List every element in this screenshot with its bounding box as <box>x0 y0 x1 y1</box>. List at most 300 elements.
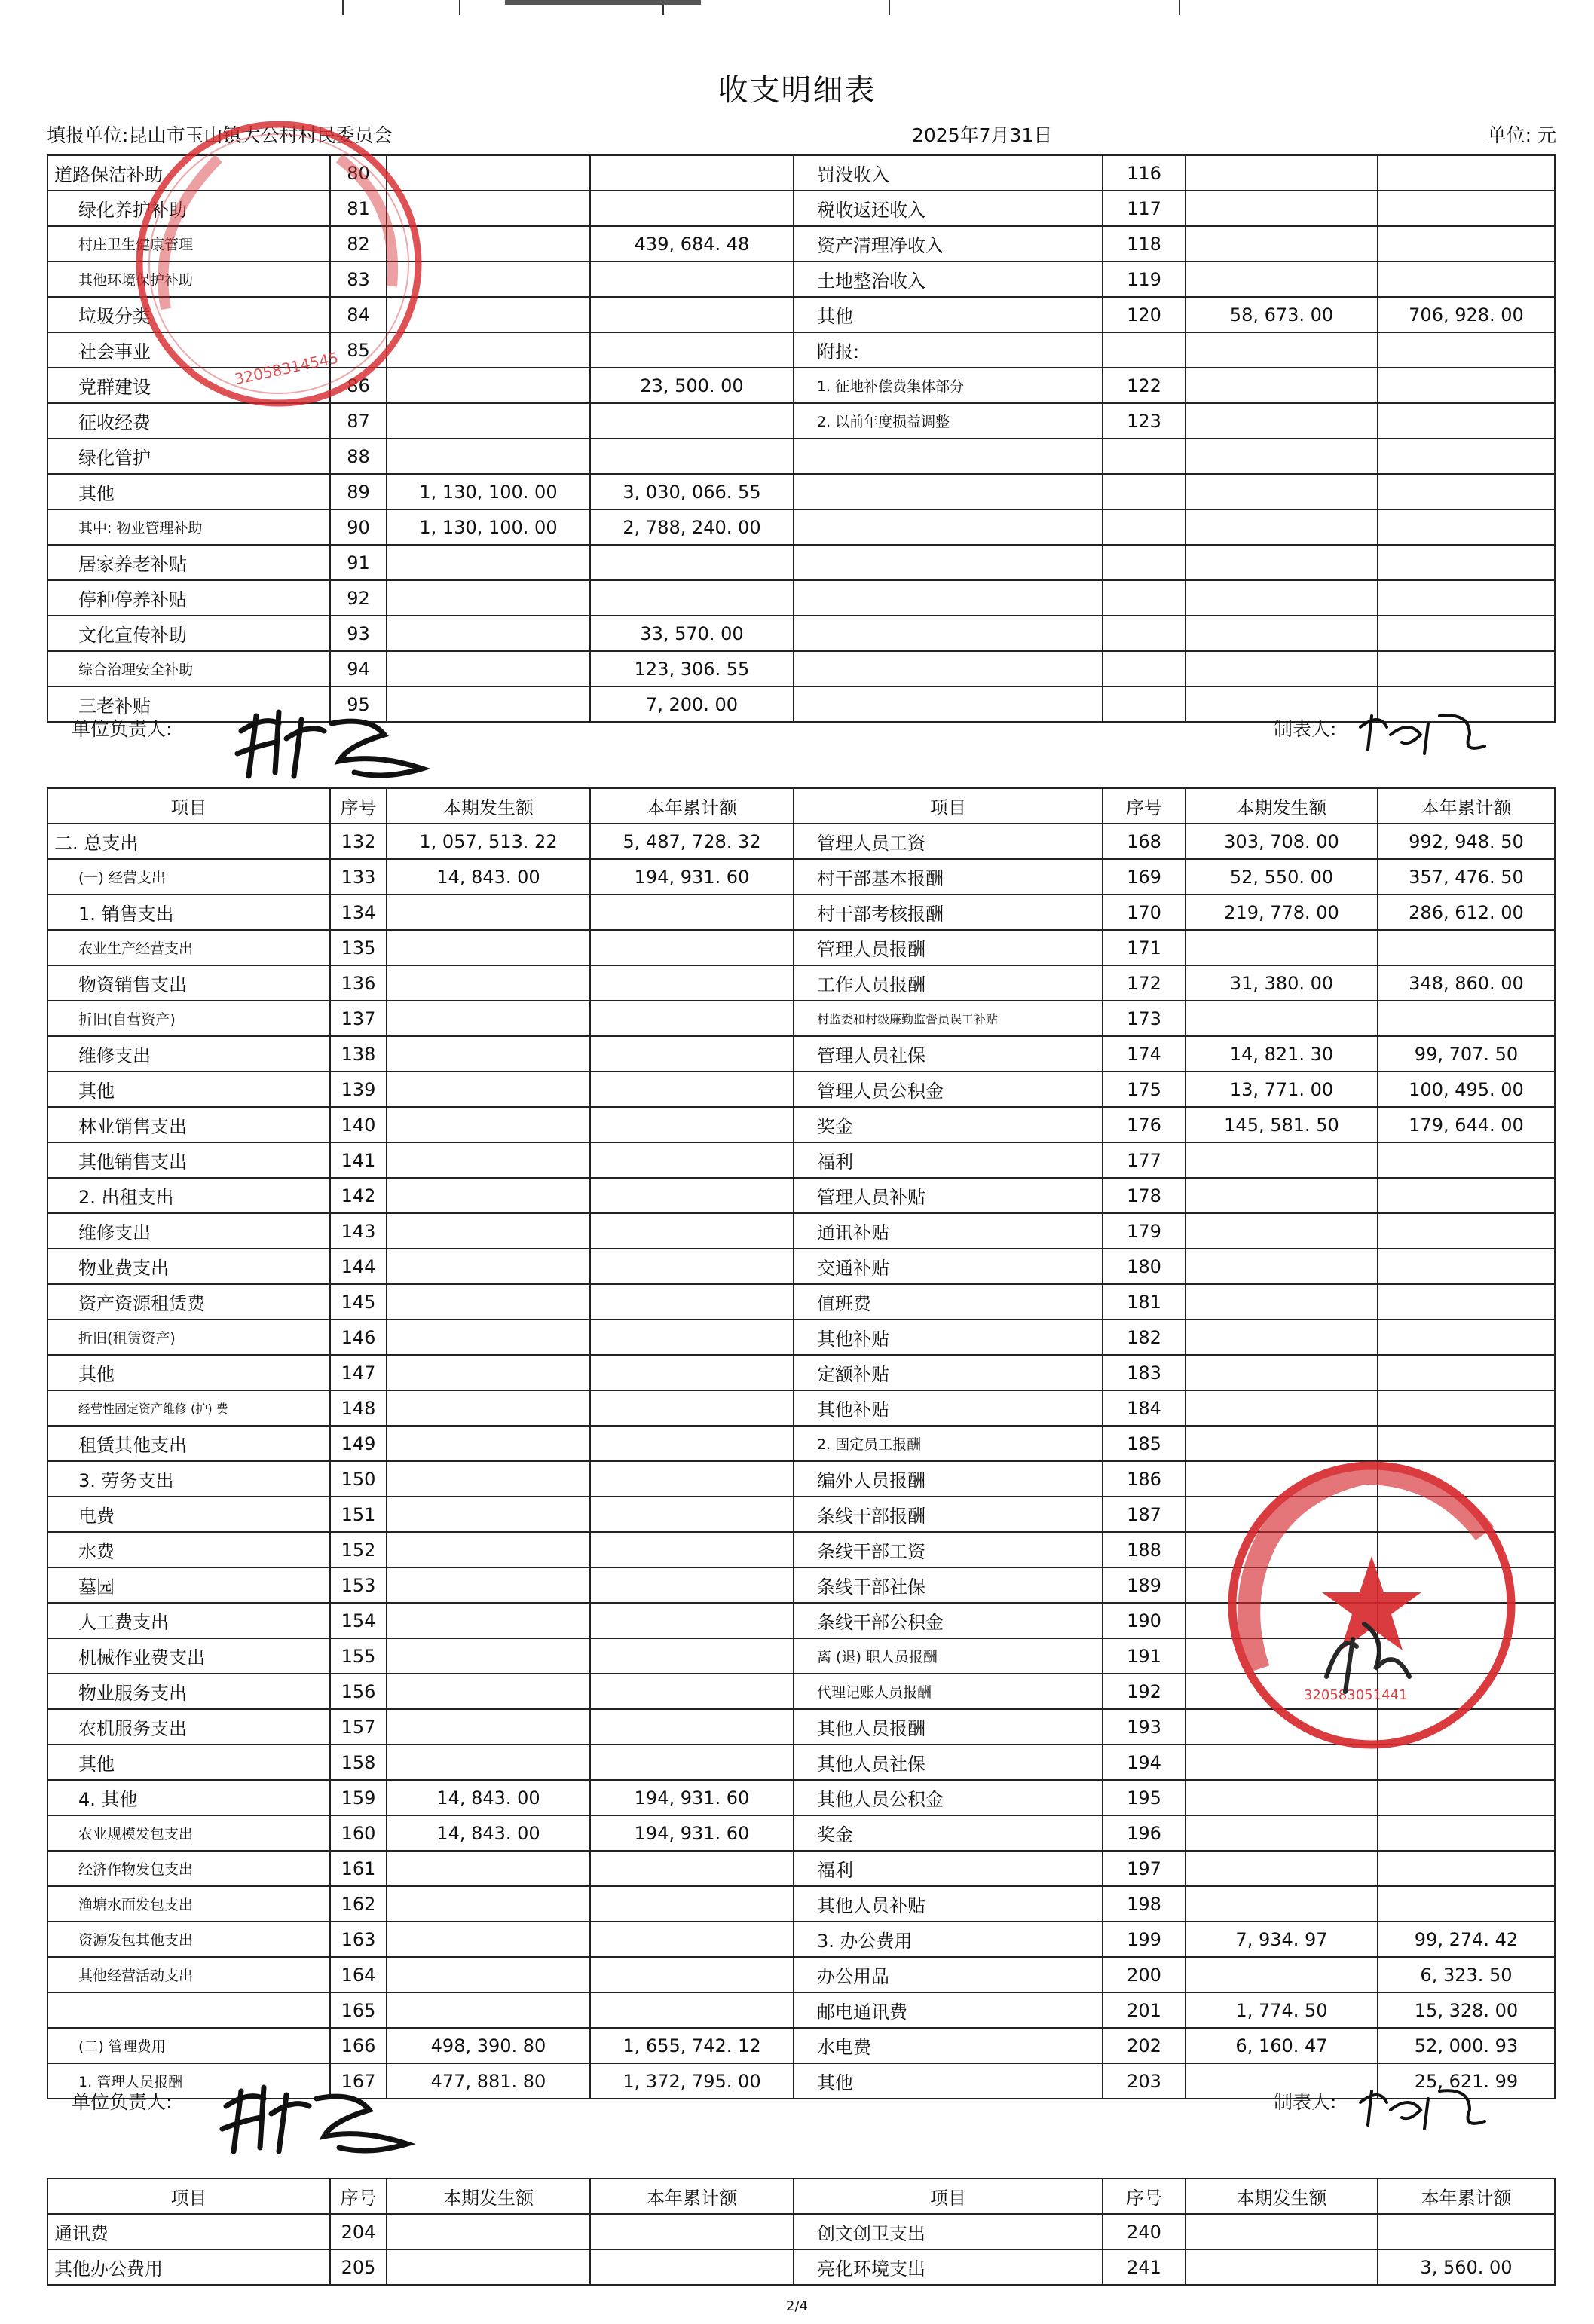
table-cell: 其他 <box>794 297 1103 332</box>
table-cell <box>1186 616 1378 651</box>
table-cell: 交通补贴 <box>794 1249 1103 1284</box>
table-row <box>47 1213 1555 1249</box>
table-row <box>47 824 1555 859</box>
table-cell <box>1186 155 1378 191</box>
table-cell: 171 <box>1103 930 1186 965</box>
table-cell <box>1378 261 1555 297</box>
table-cell: 三老补贴 <box>47 686 330 722</box>
table-cell: 200 <box>1103 1957 1186 1992</box>
table-cell: 水费 <box>47 1532 330 1567</box>
table-cell: 3, 560. 00 <box>1378 2249 1555 2285</box>
table-cell <box>590 930 794 965</box>
table-cell: 148 <box>330 1390 387 1426</box>
table-row <box>47 1178 1555 1213</box>
table-cell: 205 <box>330 2249 387 2285</box>
table-cell <box>1186 332 1378 368</box>
table-cell: 物业费支出 <box>47 1249 330 1284</box>
table-cell <box>1378 1142 1555 1178</box>
table-header-row <box>47 788 1555 824</box>
table-cell: 190 <box>1103 1603 1186 1638</box>
table-cell: 178 <box>1103 1178 1186 1213</box>
table-cell <box>1378 474 1555 509</box>
table-cell: 149 <box>330 1426 387 1461</box>
table-cell: 其他人员公积金 <box>794 1780 1103 1815</box>
table-cell <box>387 1319 590 1355</box>
table-cell <box>1186 1957 1378 1992</box>
table-cell <box>387 930 590 965</box>
table-cell: 管理人员报酬 <box>794 930 1103 965</box>
column-header: 本期发生额 <box>387 2179 590 2214</box>
table-header-row <box>47 2179 1555 2214</box>
table-cell: 198 <box>1103 1886 1186 1922</box>
table-cell <box>1103 509 1186 545</box>
table-cell: 其他 <box>47 1072 330 1107</box>
table-cell <box>387 1709 590 1745</box>
table-cell: 13, 771. 00 <box>1186 1072 1378 1107</box>
table-cell: 87 <box>330 403 387 439</box>
table-cell <box>387 1922 590 1957</box>
table-cell <box>794 509 1103 545</box>
table-cell: 176 <box>1103 1107 1186 1142</box>
table-row <box>47 1284 1555 1319</box>
table-cell <box>590 1603 794 1638</box>
table-cell <box>1378 1780 1555 1815</box>
table-cell <box>590 1567 794 1603</box>
table-cell: 136 <box>330 965 387 1001</box>
table-cell <box>590 580 794 616</box>
scan-top-edge <box>0 0 1594 17</box>
table-cell: 173 <box>1103 1001 1186 1036</box>
table-cell: 194, 931. 60 <box>590 1815 794 1851</box>
table-cell: 180 <box>1103 1249 1186 1284</box>
table-cell: 172 <box>1103 965 1186 1001</box>
preparer-label-2: 制表人: <box>1274 2091 1337 2113</box>
table-cell <box>1186 1142 1378 1178</box>
table-cell: 348, 860. 00 <box>1378 965 1555 1001</box>
table-cell <box>1186 1249 1378 1284</box>
table-cell: 1. 销售支出 <box>47 894 330 930</box>
table-cell: 福利 <box>794 1142 1103 1178</box>
table-cell: 通讯费 <box>47 2214 330 2249</box>
table-cell: 160 <box>330 1815 387 1851</box>
table-cell: 122 <box>1103 368 1186 403</box>
table-cell <box>1186 1001 1378 1036</box>
table-row <box>47 1355 1555 1390</box>
table-cell: 31, 380. 00 <box>1186 965 1378 1001</box>
table-cell: 管理人员社保 <box>794 1036 1103 1072</box>
table-row <box>47 1072 1555 1107</box>
column-header: 本年累计额 <box>1378 788 1555 824</box>
table-cell: 170 <box>1103 894 1186 930</box>
table-cell: 村监委和村级廉勤监督员误工补贴 <box>794 1001 1103 1036</box>
table-row <box>47 1001 1555 1036</box>
table-cell: 161 <box>330 1851 387 1886</box>
table-cell: 其他销售支出 <box>47 1142 330 1178</box>
table-cell: 99, 274. 42 <box>1378 1922 1555 1957</box>
table-cell <box>590 1957 794 1992</box>
table-cell: 25, 621. 99 <box>1378 2063 1555 2099</box>
table-cell: 183 <box>1103 1355 1186 1390</box>
table-row <box>47 1851 1555 1886</box>
table-cell: 179, 644. 00 <box>1378 1107 1555 1142</box>
table-cell <box>1186 580 1378 616</box>
table-cell <box>387 1992 590 2028</box>
table-cell: 离 (退) 职人员报酬 <box>794 1638 1103 1674</box>
table-cell <box>387 1603 590 1638</box>
table-row <box>47 1957 1555 1992</box>
table-cell <box>1378 439 1555 474</box>
table-cell <box>1378 1319 1555 1355</box>
table-row <box>47 439 1555 474</box>
table-cell: 4. 其他 <box>47 1780 330 1815</box>
table-cell <box>590 261 794 297</box>
table-cell: 墓园 <box>47 1567 330 1603</box>
column-header: 本年累计额 <box>590 788 794 824</box>
table-cell: 142 <box>330 1178 387 1213</box>
table-cell: 2. 出租支出 <box>47 1178 330 1213</box>
table-cell: 202 <box>1103 2028 1186 2063</box>
table-cell <box>1186 403 1378 439</box>
table-row <box>47 580 1555 616</box>
table-cell: 193 <box>1103 1709 1186 1745</box>
table-cell: 福利 <box>794 1851 1103 1886</box>
table-row <box>47 1922 1555 1957</box>
table-cell: 118 <box>1103 226 1186 261</box>
table-cell: 条线干部工资 <box>794 1532 1103 1567</box>
table-cell <box>1378 580 1555 616</box>
table-cell: 169 <box>1103 859 1186 894</box>
table-cell: 1. 征地补偿费集体部分 <box>794 368 1103 403</box>
table-cell: 其他 <box>794 2063 1103 2099</box>
table-cell: 145, 581. 50 <box>1186 1107 1378 1142</box>
table-cell: 附报: <box>794 332 1103 368</box>
table-cell <box>1378 226 1555 261</box>
table-cell: 194, 931. 60 <box>590 859 794 894</box>
seal1-number: 32058314545 <box>233 348 340 389</box>
table-cell <box>1186 1213 1378 1249</box>
table-cell <box>794 439 1103 474</box>
table-cell: 林业销售支出 <box>47 1107 330 1142</box>
table-cell: 83 <box>330 261 387 297</box>
table-cell: 经济作物发包支出 <box>47 1851 330 1886</box>
table-cell: 240 <box>1103 2214 1186 2249</box>
table-cell <box>387 894 590 930</box>
table-cell: 119 <box>1103 261 1186 297</box>
table-row <box>47 1142 1555 1178</box>
table-cell: 182 <box>1103 1319 1186 1355</box>
table-cell <box>590 403 794 439</box>
table-cell: 6, 160. 47 <box>1186 2028 1378 2063</box>
table-cell <box>1103 580 1186 616</box>
official-seal-1 <box>106 113 452 414</box>
table-cell: 1, 372, 795. 00 <box>590 2063 794 2099</box>
table-cell: 92 <box>330 580 387 616</box>
continued-table-body <box>47 2214 1555 2285</box>
table-cell: 其他经营活动支出 <box>47 1957 330 1992</box>
table-cell: 94 <box>330 651 387 686</box>
table-cell: 机械作业费支出 <box>47 1638 330 1674</box>
table-cell: 133 <box>330 859 387 894</box>
table-cell <box>387 1886 590 1922</box>
table-cell <box>1186 1178 1378 1213</box>
table-cell: 其他环境保护补助 <box>47 261 330 297</box>
table-cell <box>590 2214 794 2249</box>
table-cell <box>1378 1815 1555 1851</box>
table-cell: 156 <box>330 1674 387 1709</box>
table-cell <box>590 1001 794 1036</box>
table-cell: 6, 323. 50 <box>1378 1957 1555 1992</box>
table-cell: 7, 934. 97 <box>1186 1922 1378 1957</box>
table-cell: 办公用品 <box>794 1957 1103 1992</box>
table-cell <box>1103 651 1186 686</box>
page-title: 收支明细表 <box>717 73 877 108</box>
table-cell: 153 <box>330 1567 387 1603</box>
leader-label-1: 单位负责人: <box>72 718 173 740</box>
table-cell: 157 <box>330 1709 387 1745</box>
table-cell: 土地整治收入 <box>794 261 1103 297</box>
table-cell <box>387 1178 590 1213</box>
table-cell <box>1378 1851 1555 1886</box>
table-cell: 资源发包其他支出 <box>47 1922 330 1957</box>
table-cell: 186 <box>1103 1461 1186 1497</box>
table-cell: 其他 <box>47 474 330 509</box>
table-cell <box>1186 545 1378 580</box>
table-cell <box>1378 509 1555 545</box>
table-row <box>47 2028 1555 2063</box>
column-header: 项目 <box>794 788 1103 824</box>
table-cell <box>1103 332 1186 368</box>
table-cell: 1, 130, 100. 00 <box>387 474 590 509</box>
table-cell <box>1186 226 1378 261</box>
table-cell: 175 <box>1103 1072 1186 1107</box>
table-cell: 值班费 <box>794 1284 1103 1319</box>
table-cell: 286, 612. 00 <box>1378 894 1555 930</box>
table-cell: 14, 843. 00 <box>387 1815 590 1851</box>
table-cell: 管理人员补贴 <box>794 1178 1103 1213</box>
table-cell: 82 <box>330 226 387 261</box>
table-cell: 81 <box>330 191 387 226</box>
table-cell: 1. 管理人员报酬 <box>47 2063 330 2099</box>
table-cell: 电费 <box>47 1497 330 1532</box>
table-cell: 187 <box>1103 1497 1186 1532</box>
table-cell: 管理人员工资 <box>794 824 1103 859</box>
table-cell <box>794 651 1103 686</box>
table-cell <box>590 1992 794 2028</box>
seal2-number: 320583051441 <box>1304 1687 1408 1703</box>
table-cell: (一) 经营支出 <box>47 859 330 894</box>
table-row <box>47 894 1555 930</box>
table-cell: 5, 487, 728. 32 <box>590 824 794 859</box>
table-cell: 其他 <box>47 1745 330 1780</box>
table-cell <box>590 191 794 226</box>
leader-label-2: 单位负责人: <box>72 2091 173 2113</box>
table-cell: 3. 劳务支出 <box>47 1461 330 1497</box>
table-cell <box>590 1461 794 1497</box>
table-cell <box>1186 1284 1378 1319</box>
table-cell <box>590 332 794 368</box>
table-cell <box>590 1426 794 1461</box>
table-cell: 88 <box>330 439 387 474</box>
table-cell <box>590 1497 794 1532</box>
table-cell <box>1186 930 1378 965</box>
table-cell: 1, 057, 513. 22 <box>387 824 590 859</box>
table-cell <box>1186 1780 1378 1815</box>
table-cell <box>1186 191 1378 226</box>
table-cell: 物业服务支出 <box>47 1674 330 1709</box>
table-cell: 163 <box>330 1922 387 1957</box>
table-cell <box>387 1355 590 1390</box>
table-cell <box>1378 191 1555 226</box>
table-cell: 199 <box>1103 1922 1186 1957</box>
official-seal-2 <box>1213 1451 1530 1760</box>
table-cell: 95 <box>330 686 387 722</box>
table-cell <box>1103 474 1186 509</box>
table-cell <box>1378 155 1555 191</box>
table-cell <box>1378 332 1555 368</box>
table-cell: 85 <box>330 332 387 368</box>
table-cell <box>590 439 794 474</box>
table-cell <box>590 1532 794 1567</box>
table-row <box>47 1249 1555 1284</box>
table-row <box>47 1319 1555 1355</box>
table-cell <box>1186 651 1378 686</box>
table-cell <box>387 439 590 474</box>
table-cell <box>590 1922 794 1957</box>
table-cell <box>1378 403 1555 439</box>
table-cell: 99, 707. 50 <box>1378 1036 1555 1072</box>
table-cell: 14, 843. 00 <box>387 1780 590 1815</box>
table-cell: 资产清理净收入 <box>794 226 1103 261</box>
table-cell <box>387 1851 590 1886</box>
table-cell: 折旧(自营资产) <box>47 1001 330 1036</box>
table-cell <box>387 1567 590 1603</box>
table-cell <box>1103 439 1186 474</box>
continued-table-header <box>47 2179 1555 2214</box>
table-cell <box>590 1886 794 1922</box>
table-cell: 132 <box>330 824 387 859</box>
table-cell <box>387 1426 590 1461</box>
table-cell: 80 <box>330 155 387 191</box>
table-cell: 农业生产经营支出 <box>47 930 330 965</box>
table-cell: 84 <box>330 297 387 332</box>
table-cell <box>387 651 590 686</box>
table-cell: 197 <box>1103 1851 1186 1886</box>
table-cell: 维修支出 <box>47 1036 330 1072</box>
table-row <box>47 474 1555 509</box>
table-cell: (二) 管理费用 <box>47 2028 330 2063</box>
table-cell: 139 <box>330 1072 387 1107</box>
table-cell: 其他人员补贴 <box>794 1886 1103 1922</box>
table-cell <box>794 580 1103 616</box>
table-cell: 通讯补贴 <box>794 1213 1103 1249</box>
table-cell: 179 <box>1103 1213 1186 1249</box>
table-cell: 134 <box>330 894 387 930</box>
table-cell <box>387 1142 590 1178</box>
table-cell: 154 <box>330 1603 387 1638</box>
table-cell <box>387 1390 590 1426</box>
table-cell <box>794 474 1103 509</box>
table-cell <box>794 545 1103 580</box>
leader-signature-1 <box>234 701 437 784</box>
table-cell: 58, 673. 00 <box>1186 297 1378 332</box>
table-row <box>47 509 1555 545</box>
table-cell: 162 <box>330 1886 387 1922</box>
table-cell: 52, 550. 00 <box>1186 859 1378 894</box>
table-cell: 992, 948. 50 <box>1378 824 1555 859</box>
table-cell: 1, 655, 742. 12 <box>590 2028 794 2063</box>
table-row <box>47 1036 1555 1072</box>
table-row <box>47 616 1555 651</box>
table-cell: 164 <box>330 1957 387 1992</box>
table-cell: 水电费 <box>794 2028 1103 2063</box>
table-cell: 创文创卫支出 <box>794 2214 1103 2249</box>
table-cell <box>387 580 590 616</box>
table-cell <box>1186 439 1378 474</box>
table-cell: 资产资源租赁费 <box>47 1284 330 1319</box>
table-cell: 152 <box>330 1532 387 1567</box>
table-cell: 1, 130, 100. 00 <box>387 509 590 545</box>
table-cell: 租赁其他支出 <box>47 1426 330 1461</box>
table-cell <box>47 1992 330 2028</box>
table-cell: 其他 <box>47 1355 330 1390</box>
table-cell <box>1378 616 1555 651</box>
table-cell: 奖金 <box>794 1815 1103 1851</box>
table-row <box>47 1886 1555 1922</box>
table-cell <box>1378 545 1555 580</box>
table-cell <box>590 2249 794 2285</box>
table-cell <box>387 616 590 651</box>
currency-unit: 单位: 元 <box>1487 124 1556 146</box>
table-cell <box>387 1745 590 1780</box>
table-cell <box>1186 1815 1378 1851</box>
expense-table-header <box>47 788 1555 824</box>
table-cell <box>387 1001 590 1036</box>
column-header: 序号 <box>1103 2179 1186 2214</box>
table-cell <box>590 1390 794 1426</box>
table-cell: 143 <box>330 1213 387 1249</box>
table-cell: 其他补贴 <box>794 1390 1103 1426</box>
preparer-signature-2 <box>1357 2080 1492 2133</box>
table-cell: 停种停养补贴 <box>47 580 330 616</box>
table-cell: 201 <box>1103 1992 1186 2028</box>
preparer-label-1: 制表人: <box>1274 718 1337 740</box>
table-cell <box>387 1036 590 1072</box>
table-cell: 经营性固定资产维修 (护) 费 <box>47 1390 330 1426</box>
table-cell: 其中: 物业管理补助 <box>47 509 330 545</box>
table-cell: 203 <box>1103 2063 1186 2099</box>
table-cell: 150 <box>330 1461 387 1497</box>
table-cell: 204 <box>330 2214 387 2249</box>
page-number: 2/4 <box>786 2298 808 2314</box>
table-cell: 税收返还收入 <box>794 191 1103 226</box>
table-cell <box>387 1532 590 1567</box>
table-cell: 145 <box>330 1284 387 1319</box>
table-cell: 158 <box>330 1745 387 1780</box>
table-cell: 177 <box>1103 1142 1186 1178</box>
table-cell: 477, 881. 80 <box>387 2063 590 2099</box>
table-cell <box>1103 686 1186 722</box>
column-header: 本期发生额 <box>1186 2179 1378 2214</box>
table-cell: 196 <box>1103 1815 1186 1851</box>
table-cell: 村干部考核报酬 <box>794 894 1103 930</box>
table-cell <box>590 1638 794 1674</box>
report-date: 2025年7月31日 <box>912 124 1053 146</box>
table-cell: 90 <box>330 509 387 545</box>
table-cell: 189 <box>1103 1567 1186 1603</box>
table-cell: 2, 788, 240. 00 <box>590 509 794 545</box>
table-cell <box>590 965 794 1001</box>
table-cell: 146 <box>330 1319 387 1355</box>
